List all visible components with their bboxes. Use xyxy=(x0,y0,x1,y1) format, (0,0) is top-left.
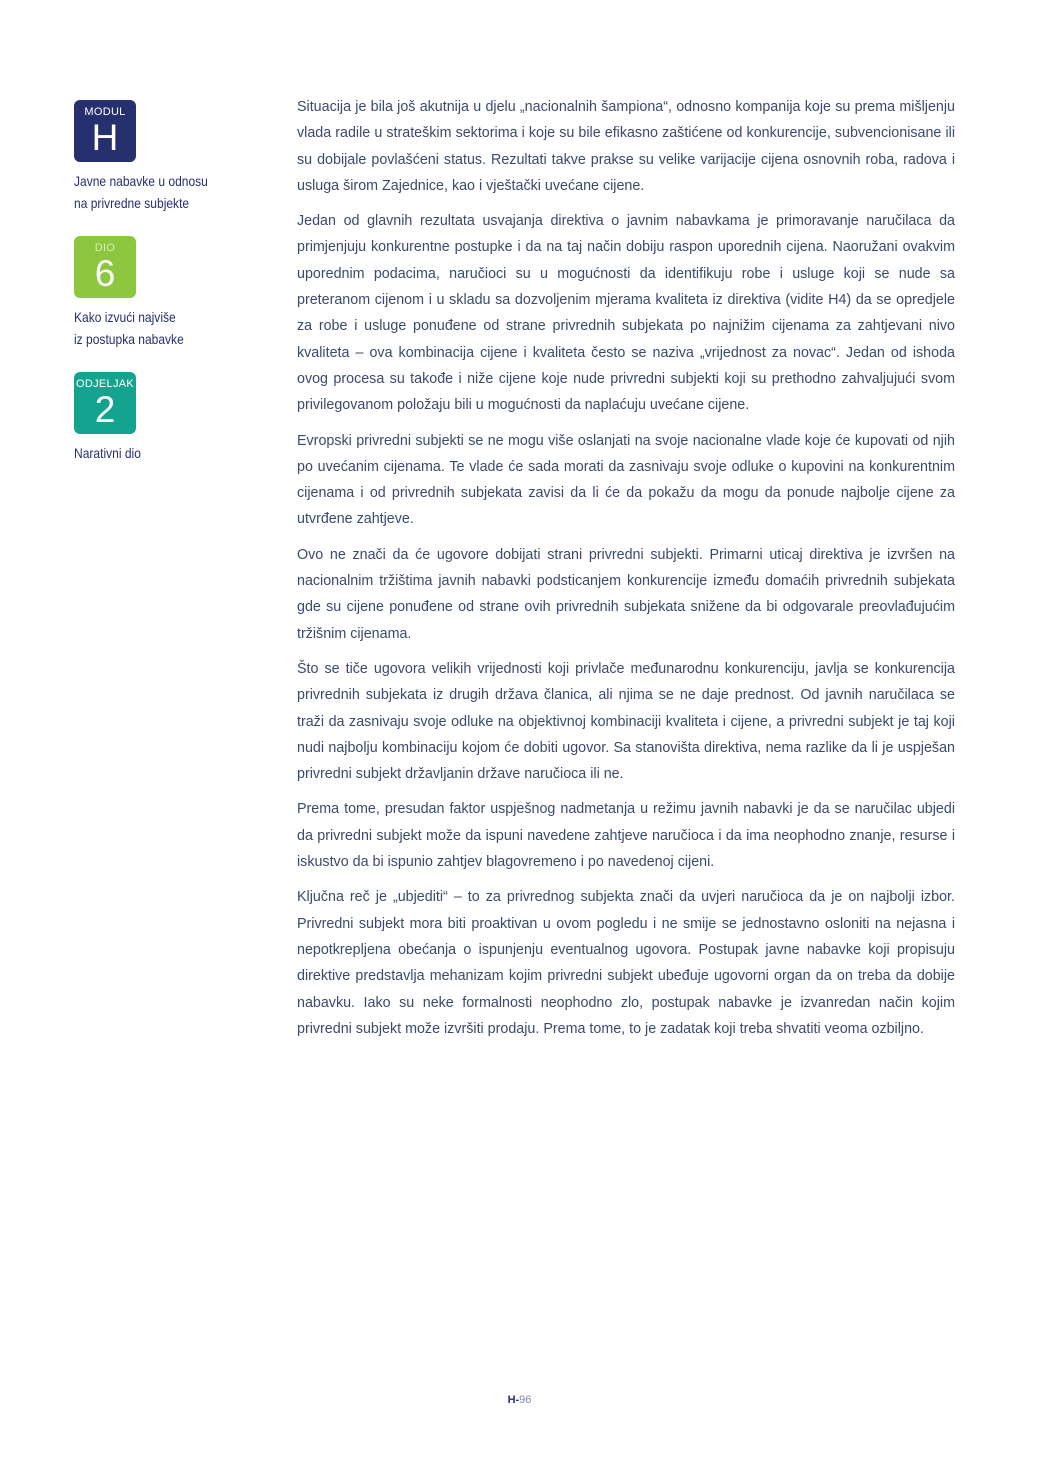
dio-badge xyxy=(74,236,136,298)
page-number xyxy=(0,1394,1039,1406)
odjeljak-title xyxy=(74,442,246,464)
modul-group xyxy=(74,100,264,214)
modul-letter: H xyxy=(91,117,119,158)
modul-title-line2: na privredne subjekte xyxy=(74,195,190,211)
modul-caption: MODUL xyxy=(84,106,126,118)
modul-title xyxy=(74,170,246,214)
dio-title xyxy=(74,306,246,350)
odjeljak-caption: ODJELJAK xyxy=(75,378,135,390)
dio-number: 6 xyxy=(94,253,116,294)
dio-title-line1: Kako izvući najviše xyxy=(74,309,176,325)
dio-group xyxy=(74,236,264,350)
odjeljak-group xyxy=(74,372,264,464)
modul-title-line1: Javne nabavke u odnosu xyxy=(74,173,208,189)
paragraph: Evropski privredni subjekti se ne mogu više oslanjati na svoje nacionalne vlade koje će kupovati od njih po uvećanim cijenama. Te vlade će sada morati da zasnivaju svoje odluke o kupovini na konkurentnim cijenama i od privrednih subjekata zavisi da li će da pokažu da mogu da ponude najbolje cijene za utvrđene zahtjeve. xyxy=(297,432,955,528)
body-text xyxy=(297,94,955,1051)
modul-badge xyxy=(74,100,136,162)
dio-title-line2: iz postupka nabavke xyxy=(74,331,184,347)
odjeljak-title-line1: Narativni dio xyxy=(74,445,141,461)
page-number-value: 96 xyxy=(519,1394,532,1406)
sidebar xyxy=(74,100,264,486)
paragraph: Prema tome, presudan faktor uspješnog nadmetanja u režimu javnih nabavki je da se naručilac ubjedi da privredni subjekt može da ispuni navedene zahtjeve naručioca i da ima neophodno znanje, resurse i iskustvo da bi ispunio zahtjev blagovremeno i po navedenoj cijeni. xyxy=(297,801,955,871)
paragraph: Jedan od glavnih rezultata usvajanja direktiva o javnim nabavkama je primoravanje naručilaca da primjenjuju konkurentne postupke i da na taj način dobiju raspon uporednih cijena. Naoružani ovakvim uporednim podacima, naručioci su u mogućnosti da identifikuju robe i usluge koji se nude sa preteranom cijenom i u skladu sa dozvoljenim mjerama kvaliteta iz direktiva (vidite H4) da se opredjele za robe i usluge ponuđene od strane privrednih subjekata po najnižim cijenama za zahtjevani nivo kvaliteta – ova kombinacija cijene i kvaliteta često se naziva „vrijednost za novac“. Jedan od ishoda ovog procesa su takođe i niže cijene koje nude privredni subjekti koji su prethodno zahvaljujući svom privilegovanom položaju bili u mogućnosti da naplaćuju uvećane cijene. xyxy=(297,213,955,414)
odjeljak-number: 2 xyxy=(94,389,116,430)
odjeljak-badge xyxy=(74,372,136,434)
paragraph: Ključna reč je „ubjediti“ – to za privrednog subjekta znači da uvjeri naručioca da je on najbolji izbor. Privredni subjekt mora biti proaktivan u ovom pogledu i ne smije se jednostavno osloniti na nejasna i nepotkrepljena obećanja o ispunjenju eventualnog ugovora. Postupak javne nabavke koji propisuju direktive predstavlja mehanizam kojim privredni subjekt ubeđuje ugovorni organ da on treba da dobije nabavku. Iako su neke formalnosti neophodno zlo, postupak nabavke je izvanredan način kojim privredni subjekt može izvršiti prodaju. Prema tome, to je zadatak koji treba shvatiti veoma ozbiljno. xyxy=(297,889,955,1037)
dio-caption: DIO xyxy=(94,242,116,254)
page-number-prefix: H- xyxy=(507,1394,520,1406)
paragraph: Što se tiče ugovora velikih vrijednosti koji privlače međunarodnu konkurenciju, javlja se konkurencija privrednih subjekata iz drugih država članica, ali njima se ne daje prednost. Od javnih naručilaca se traži da zasnivaju svoje odluke na objektivnoj kombinaciji kvaliteta i cijene, a privredni subjekt je taj koji nudi najbolju kombinaciju kojom će dobiti ugovor. Sa stanovišta direktiva, nema razlike da li je uspješan privredni subjekt državljanin države naručioca ili ne. xyxy=(297,660,955,783)
paragraph: Situacija je bila još akutnija u djelu „nacionalnih šampiona“, odnosno kompanija koje su prema mišljenju vlada radile u strateškim sektorima i koje su bile efikasno zaštićene od konkurencije, subvencionisane ili su dobijale povlašćeni status. Rezultati takve prakse su velike varijacije cijena osnovnih roba, radova i usluga širom Zajednice, kao i vještački uvećane cijene. xyxy=(297,99,955,194)
paragraph: Ovo ne znači da će ugovore dobijati strani privredni subjekti. Primarni uticaj direktiva je izvršen na nacionalnim tržištima javnih nabavki podsticanjem konkurencije između domaćih privrednih subjekata gde su cijene ponuđene od strane ovih privrednih subjekata snižene da bi odgovarale preovlađujućim tržišnim cijenama. xyxy=(297,546,955,642)
